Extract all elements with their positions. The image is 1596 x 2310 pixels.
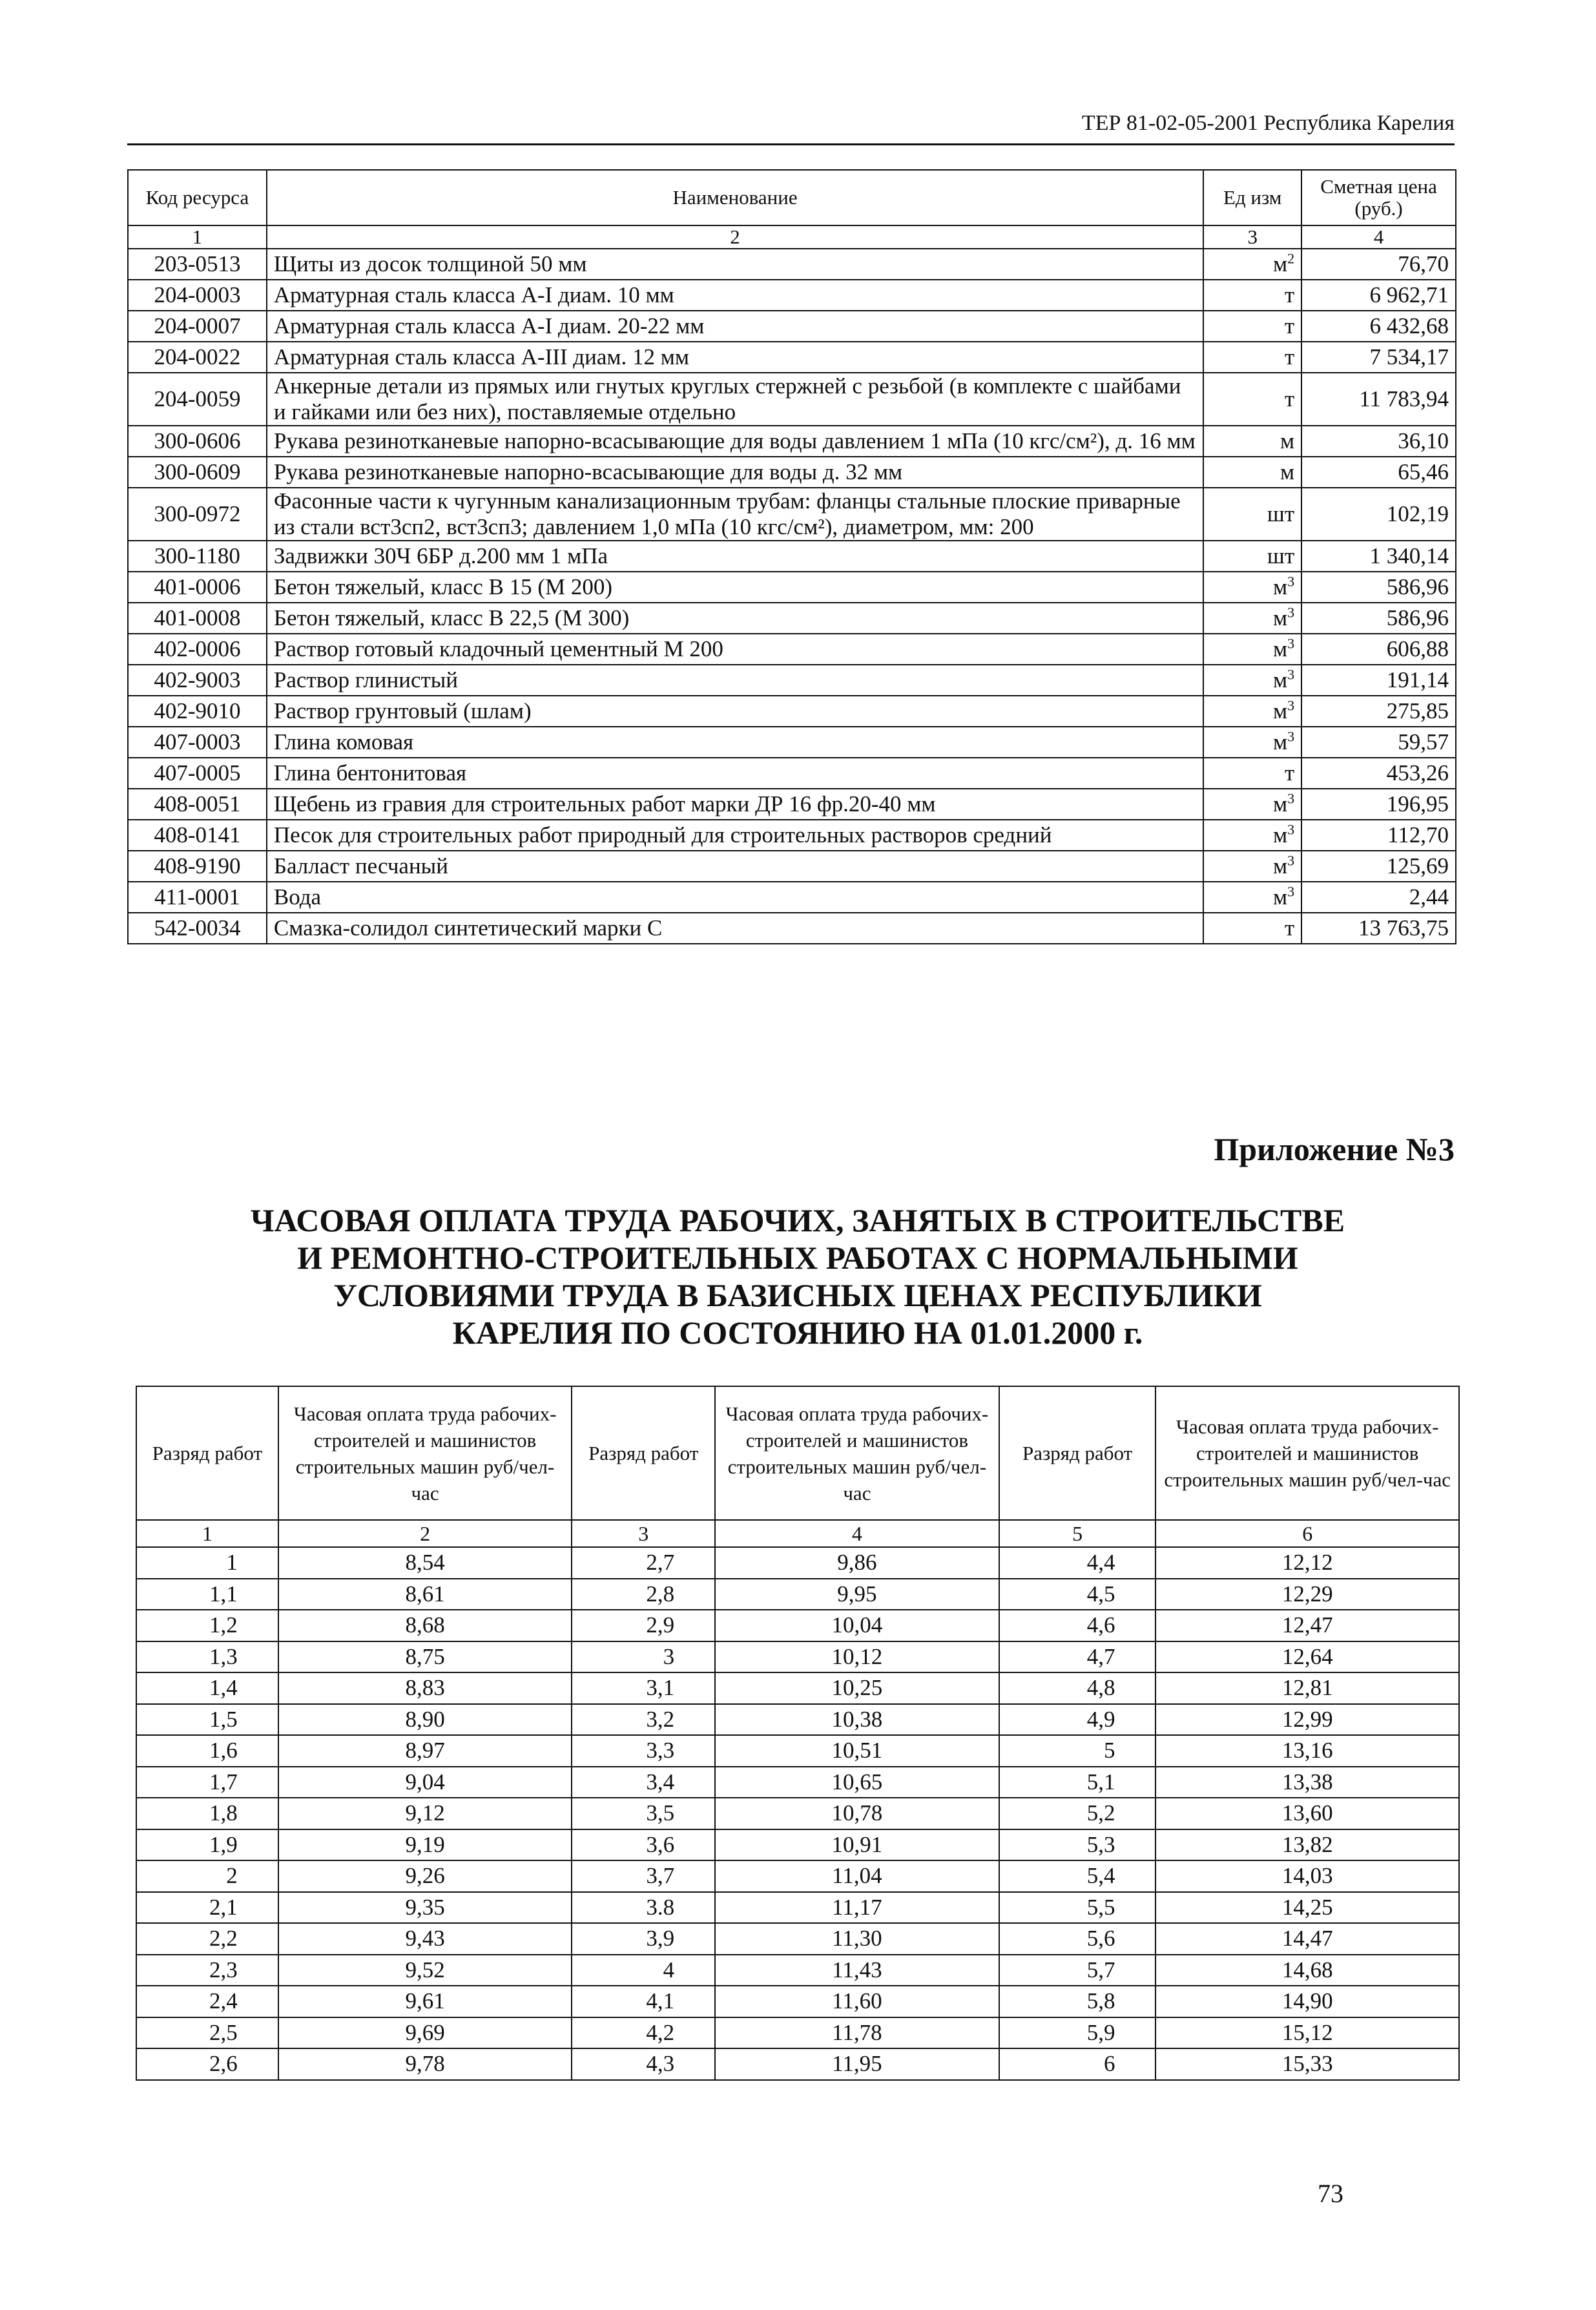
unit-text: м [1272, 605, 1288, 630]
resource-unit-cell [1203, 311, 1301, 342]
grade-cell: 1,4 [136, 1672, 278, 1704]
resource-name-cell: Арматурная сталь класса А-I диам. 20-22 мм [267, 311, 1203, 342]
table-row [128, 457, 1456, 488]
resource-code-cell: 300-1180 [128, 541, 267, 572]
hourly-pay-cell: 12,64 [1156, 1641, 1459, 1673]
resource-name-cell: Смазка-солидол синтетический марки С [267, 913, 1203, 944]
hourly-pay-cell: 10,78 [715, 1798, 999, 1829]
table-row [128, 488, 1456, 541]
hourly-pay-cell: 8,97 [278, 1735, 572, 1767]
index-cell: 4 [715, 1520, 999, 1547]
resource-code-cell: 408-0141 [128, 820, 267, 851]
grade-cell: 3,5 [572, 1798, 715, 1829]
resource-price-cell: 102,19 [1301, 488, 1456, 541]
unit-text: м [1272, 822, 1288, 848]
grade-cell: 5,2 [999, 1798, 1156, 1829]
resource-unit-cell [1203, 426, 1301, 457]
table-row [136, 1579, 1459, 1610]
resource-code-cell: 542-0034 [128, 913, 267, 944]
column-header-unit: Ед изм [1203, 170, 1301, 225]
column-header-code: Код ресурса [128, 170, 267, 225]
resource-price-cell: 76,70 [1301, 249, 1456, 280]
hourly-pay-cell: 14,47 [1156, 1923, 1459, 1955]
appendix-title-line: ЧАСОВАЯ ОПЛАТА ТРУДА РАБОЧИХ, ЗАНЯТЫХ В СТРОИТЕЛЬСТВЕ [250, 1202, 1345, 1238]
grade-cell: 5,7 [999, 1955, 1156, 1986]
unit-exponent: 2 [1287, 250, 1295, 267]
grade-cell: 5,9 [999, 2017, 1156, 2049]
index-cell: 2 [267, 225, 1203, 249]
grade-cell: 3.8 [572, 1892, 715, 1924]
resource-name-cell: Балласт песчаный [267, 851, 1203, 882]
resource-price-cell: 125,69 [1301, 851, 1456, 882]
hourly-pay-cell: 10,04 [715, 1610, 999, 1641]
resource-code-cell: 401-0008 [128, 603, 267, 634]
grade-cell: 4,4 [999, 1547, 1156, 1579]
unit-text: м [1272, 698, 1288, 723]
hourly-pay-cell: 8,68 [278, 1610, 572, 1641]
hourly-pay-cell: 12,99 [1156, 1704, 1459, 1736]
table-row [128, 603, 1456, 634]
table-row [128, 373, 1456, 426]
unit-text: м [1272, 667, 1288, 692]
resources-price-table [127, 169, 1456, 944]
resource-unit-cell [1203, 758, 1301, 789]
hourly-pay-cell: 10,65 [715, 1767, 999, 1798]
table-row [128, 665, 1456, 696]
hourly-pay-cell: 8,83 [278, 1672, 572, 1704]
table-row [128, 634, 1456, 665]
hourly-pay-cell: 12,29 [1156, 1579, 1459, 1610]
resource-code-cell: 204-0059 [128, 373, 267, 426]
resource-code-cell: 402-9010 [128, 696, 267, 727]
grade-cell: 2,6 [136, 2048, 278, 2080]
resource-name-cell: Рукава резинотканевые напорно-всасывающие для воды д. 32 мм [267, 457, 1203, 488]
table-row [136, 1704, 1459, 1736]
resource-unit-cell [1203, 541, 1301, 572]
hourly-pay-cell: 12,12 [1156, 1547, 1459, 1579]
grade-cell: 1 [136, 1547, 278, 1579]
resource-code-cell: 300-0606 [128, 426, 267, 457]
grade-cell: 5 [999, 1735, 1156, 1767]
hourly-pay-cell: 14,90 [1156, 1986, 1459, 2017]
resource-code-cell: 204-0022 [128, 342, 267, 373]
pay-table-index-row [136, 1520, 1459, 1547]
hourly-pay-cell: 12,47 [1156, 1610, 1459, 1641]
grade-cell: 2,5 [136, 2017, 278, 2049]
resources-table-header-row [128, 170, 1456, 225]
grade-cell: 3,1 [572, 1672, 715, 1704]
table-row [136, 1641, 1459, 1673]
resource-name-cell: Раствор готовый кладочный цементный М 200 [267, 634, 1203, 665]
unit-exponent: 3 [1287, 821, 1295, 838]
table-row [128, 696, 1456, 727]
grade-cell: 1,1 [136, 1579, 278, 1610]
grade-cell: 2,1 [136, 1892, 278, 1924]
resources-table-index-row [128, 225, 1456, 249]
grade-cell: 4,9 [999, 1704, 1156, 1736]
resource-price-cell: 586,96 [1301, 603, 1456, 634]
hourly-pay-cell: 9,43 [278, 1923, 572, 1955]
appendix-title-line: УСЛОВИЯМИ ТРУДА В БАЗИСНЫХ ЦЕНАХ РЕСПУБЛИКИ [333, 1277, 1262, 1313]
unit-text: м [1272, 884, 1288, 910]
hourly-pay-cell: 9,86 [715, 1547, 999, 1579]
hourly-pay-cell: 10,38 [715, 1704, 999, 1736]
appendix-title-line: И РЕМОНТНО-СТРОИТЕЛЬНЫХ РАБОТАХ С НОРМАЛЬНЫМИ [297, 1240, 1298, 1276]
table-row [128, 851, 1456, 882]
resource-price-cell: 1 340,14 [1301, 541, 1456, 572]
index-cell: 3 [572, 1520, 715, 1547]
resource-unit-cell [1203, 913, 1301, 944]
index-cell: 1 [136, 1520, 278, 1547]
resource-code-cell: 408-0051 [128, 789, 267, 820]
grade-cell: 4,3 [572, 2048, 715, 2080]
table-row [136, 1672, 1459, 1704]
page-number: 73 [1318, 2179, 1343, 2208]
resource-price-cell: 191,14 [1301, 665, 1456, 696]
appendix-title-line: КАРЕЛИЯ ПО СОСТОЯНИЮ НА 01.01.2000 г. [452, 1315, 1143, 1351]
hourly-pay-cell: 14,25 [1156, 1892, 1459, 1924]
table-row [128, 727, 1456, 758]
table-row [128, 311, 1456, 342]
resource-name-cell: Задвижки 30Ч 6БР д.200 мм 1 мПа [267, 541, 1203, 572]
grade-cell: 4,1 [572, 1986, 715, 2017]
resource-name-cell: Анкерные детали из прямых или гнутых круглых стержней с резьбой (в комплекте с шайбами и гайками или без них), поставляемые отдельно [267, 373, 1203, 426]
grade-cell: 4,8 [999, 1672, 1156, 1704]
document-header-title: ТЕР 81-02-05-2001 Республика Карелия [1081, 111, 1455, 135]
hourly-pay-cell: 9,26 [278, 1860, 572, 1892]
table-row [128, 820, 1456, 851]
hourly-pay-cell: 10,51 [715, 1735, 999, 1767]
unit-exponent: 3 [1287, 728, 1295, 745]
unit-text: т [1284, 282, 1295, 307]
unit-exponent: 3 [1287, 604, 1295, 621]
resource-unit-cell [1203, 851, 1301, 882]
resource-price-cell: 196,95 [1301, 789, 1456, 820]
hourly-pay-cell: 9,69 [278, 2017, 572, 2049]
hourly-pay-cell: 13,16 [1156, 1735, 1459, 1767]
table-row [136, 1955, 1459, 1986]
grade-cell: 2,7 [572, 1547, 715, 1579]
hourly-pay-cell: 11,17 [715, 1892, 999, 1924]
resource-code-cell: 408-9190 [128, 851, 267, 882]
resource-unit-cell [1203, 665, 1301, 696]
table-row [128, 758, 1456, 789]
unit-text: м [1280, 459, 1295, 484]
unit-exponent: 3 [1287, 697, 1295, 714]
grade-cell: 6 [999, 2048, 1156, 2080]
grade-cell: 2,4 [136, 1986, 278, 2017]
unit-text: т [1284, 760, 1295, 786]
resource-name-cell: Щебень из гравия для строительных работ марки ДР 16 фр.20-40 мм [267, 789, 1203, 820]
resource-price-cell: 6 962,71 [1301, 280, 1456, 311]
resource-unit-cell [1203, 820, 1301, 851]
hourly-pay-cell: 8,54 [278, 1547, 572, 1579]
unit-text: м [1272, 636, 1288, 661]
grade-cell: 5,5 [999, 1892, 1156, 1924]
resource-name-cell: Рукава резинотканевые напорно-всасывающие для воды давлением 1 мПа (10 кгс/см²), д. 16 мм [267, 426, 1203, 457]
header-rule [127, 143, 1455, 145]
hourly-pay-cell: 9,12 [278, 1798, 572, 1829]
resource-price-cell: 36,10 [1301, 426, 1456, 457]
pay-table-body [136, 1520, 1459, 2080]
column-header-price: Сметная цена (руб.) [1301, 170, 1456, 225]
unit-exponent: 3 [1287, 883, 1295, 900]
grade-cell: 4,7 [999, 1641, 1156, 1673]
grade-cell: 1,3 [136, 1641, 278, 1673]
grade-cell: 2,2 [136, 1923, 278, 1955]
grade-cell: 1,5 [136, 1704, 278, 1736]
unit-text: м [1272, 574, 1288, 599]
resource-unit-cell [1203, 249, 1301, 280]
grade-cell: 3,7 [572, 1860, 715, 1892]
grade-cell: 3,4 [572, 1767, 715, 1798]
column-header-hourly-pay: Часовая оплата труда рабочих-строителей и машинистов строительных машин руб/чел-час [1156, 1386, 1459, 1520]
resource-unit-cell [1203, 882, 1301, 913]
hourly-pay-cell: 9,35 [278, 1892, 572, 1924]
grade-cell: 2,3 [136, 1955, 278, 1986]
table-row [136, 1829, 1459, 1861]
table-row [128, 882, 1456, 913]
hourly-pay-cell: 9,04 [278, 1767, 572, 1798]
grade-cell: 5,3 [999, 1829, 1156, 1861]
unit-exponent: 3 [1287, 790, 1295, 807]
resource-price-cell: 453,26 [1301, 758, 1456, 789]
grade-cell: 1,2 [136, 1610, 278, 1641]
resource-code-cell: 203-0513 [128, 249, 267, 280]
grade-cell: 3,9 [572, 1923, 715, 1955]
hourly-pay-cell: 8,75 [278, 1641, 572, 1673]
table-row [128, 789, 1456, 820]
resource-price-cell: 6 432,68 [1301, 311, 1456, 342]
resource-price-cell: 586,96 [1301, 572, 1456, 603]
resource-name-cell: Песок для строительных работ природный для строительных растворов средний [267, 820, 1203, 851]
resource-name-cell: Раствор грунтовый (шлам) [267, 696, 1203, 727]
table-row [128, 342, 1456, 373]
column-header-grade: Разряд работ [999, 1386, 1156, 1520]
table-row [128, 541, 1456, 572]
index-cell: 6 [1156, 1520, 1459, 1547]
hourly-pay-cell: 14,68 [1156, 1955, 1459, 1986]
grade-cell: 1,7 [136, 1767, 278, 1798]
hourly-pay-cell: 9,52 [278, 1955, 572, 1986]
resource-name-cell: Фасонные части к чугунным канализационным трубам: фланцы стальные плоские приварные из стали вст3сп2, вст3сп3; давлением 1,0 мПа (10 кгс/см²), диаметром, мм: 200 [267, 488, 1203, 541]
table-row [128, 280, 1456, 311]
unit-text: т [1284, 386, 1295, 411]
grade-cell: 3,3 [572, 1735, 715, 1767]
index-cell: 5 [999, 1520, 1156, 1547]
unit-text: шт [1267, 501, 1295, 526]
resource-price-cell: 13 763,75 [1301, 913, 1456, 944]
resource-price-cell: 59,57 [1301, 727, 1456, 758]
hourly-pay-cell: 13,82 [1156, 1829, 1459, 1861]
unit-exponent: 3 [1287, 635, 1295, 652]
grade-cell: 4,2 [572, 2017, 715, 2049]
table-row [136, 1767, 1459, 1798]
hourly-pay-cell: 13,60 [1156, 1798, 1459, 1829]
hourly-pay-cell: 15,33 [1156, 2048, 1459, 2080]
hourly-pay-cell: 10,25 [715, 1672, 999, 1704]
index-cell: 3 [1203, 225, 1301, 249]
index-cell: 4 [1301, 225, 1456, 249]
grade-cell: 4,6 [999, 1610, 1156, 1641]
hourly-pay-cell: 15,12 [1156, 2017, 1459, 2049]
table-row [136, 1923, 1459, 1955]
resource-price-cell: 275,85 [1301, 696, 1456, 727]
unit-text: м [1272, 729, 1288, 754]
hourly-pay-cell: 9,95 [715, 1579, 999, 1610]
unit-exponent: 3 [1287, 573, 1295, 590]
resource-unit-cell [1203, 488, 1301, 541]
hourly-pay-cell: 13,38 [1156, 1767, 1459, 1798]
resource-unit-cell [1203, 634, 1301, 665]
resource-unit-cell [1203, 789, 1301, 820]
table-row [136, 1798, 1459, 1829]
grade-cell: 3 [572, 1641, 715, 1673]
table-row [136, 1986, 1459, 2017]
hourly-pay-cell: 11,04 [715, 1860, 999, 1892]
resource-code-cell: 401-0006 [128, 572, 267, 603]
hourly-pay-cell: 8,61 [278, 1579, 572, 1610]
pay-table-header-row [136, 1386, 1459, 1520]
appendix-label: Приложение №3 [1214, 1131, 1455, 1167]
unit-text: т [1284, 313, 1295, 338]
resource-code-cell: 300-0972 [128, 488, 267, 541]
unit-text: шт [1267, 543, 1295, 568]
hourly-pay-cell: 12,81 [1156, 1672, 1459, 1704]
resource-unit-cell [1203, 696, 1301, 727]
resource-price-cell: 65,46 [1301, 457, 1456, 488]
grade-cell: 2,9 [572, 1610, 715, 1641]
resource-code-cell: 407-0005 [128, 758, 267, 789]
table-row [136, 1892, 1459, 1924]
table-row [128, 426, 1456, 457]
column-header-grade: Разряд работ [572, 1386, 715, 1520]
resource-code-cell: 407-0003 [128, 727, 267, 758]
resource-code-cell: 204-0007 [128, 311, 267, 342]
table-row [128, 913, 1456, 944]
unit-text: м [1272, 853, 1288, 879]
column-header-grade: Разряд работ [136, 1386, 278, 1520]
resource-name-cell: Вода [267, 882, 1203, 913]
column-header-name: Наименование [267, 170, 1203, 225]
column-header-hourly-pay: Часовая оплата труда рабочих-строителей и машинистов строительных машин руб/чел-час [715, 1386, 999, 1520]
unit-text: м [1280, 428, 1295, 453]
hourly-pay-cell: 9,19 [278, 1829, 572, 1861]
grade-cell: 3,2 [572, 1704, 715, 1736]
table-row [136, 2048, 1459, 2080]
appendix-title [194, 1202, 1402, 1351]
column-header-hourly-pay: Часовая оплата труда рабочих-строителей и машинистов строительных машин руб/чел-час [278, 1386, 572, 1520]
resource-unit-cell [1203, 342, 1301, 373]
grade-cell: 5,8 [999, 1986, 1156, 2017]
resources-table-body [128, 225, 1456, 944]
resource-code-cell: 411-0001 [128, 882, 267, 913]
hourly-pay-cell: 11,60 [715, 1986, 999, 2017]
resource-name-cell: Глина комовая [267, 727, 1203, 758]
resource-price-cell: 11 783,94 [1301, 373, 1456, 426]
grade-cell: 4,5 [999, 1579, 1156, 1610]
resource-code-cell: 300-0609 [128, 457, 267, 488]
hourly-pay-cell: 10,12 [715, 1641, 999, 1673]
resource-name-cell: Глина бентонитовая [267, 758, 1203, 789]
resource-name-cell: Арматурная сталь класса А-III диам. 12 мм [267, 342, 1203, 373]
grade-cell: 3,6 [572, 1829, 715, 1861]
index-cell: 2 [278, 1520, 572, 1547]
resource-unit-cell [1203, 603, 1301, 634]
hourly-pay-cell: 9,61 [278, 1986, 572, 2017]
table-row [136, 1547, 1459, 1579]
unit-text: т [1284, 915, 1295, 941]
resource-name-cell: Раствор глинистый [267, 665, 1203, 696]
hourly-pay-cell: 10,91 [715, 1829, 999, 1861]
resource-price-cell: 7 534,17 [1301, 342, 1456, 373]
table-row [136, 1610, 1459, 1641]
table-row [136, 1735, 1459, 1767]
table-row [136, 2017, 1459, 2049]
resource-code-cell: 402-9003 [128, 665, 267, 696]
hourly-pay-cell: 14,03 [1156, 1860, 1459, 1892]
resource-unit-cell [1203, 457, 1301, 488]
table-row [128, 249, 1456, 280]
resource-name-cell: Щиты из досок толщиной 50 мм [267, 249, 1203, 280]
resource-price-cell: 2,44 [1301, 882, 1456, 913]
unit-text: м [1272, 251, 1288, 276]
resource-name-cell: Арматурная сталь класса А-I диам. 10 мм [267, 280, 1203, 311]
table-row [136, 1860, 1459, 1892]
unit-text: м [1272, 791, 1288, 817]
resource-unit-cell [1203, 280, 1301, 311]
hourly-pay-table [136, 1386, 1460, 2081]
hourly-pay-cell: 11,30 [715, 1923, 999, 1955]
resource-code-cell: 204-0003 [128, 280, 267, 311]
grade-cell: 5,6 [999, 1923, 1156, 1955]
resource-unit-cell [1203, 572, 1301, 603]
resource-name-cell: Бетон тяжелый, класс В 22,5 (М 300) [267, 603, 1203, 634]
hourly-pay-cell: 11,95 [715, 2048, 999, 2080]
resource-name-cell: Бетон тяжелый, класс В 15 (М 200) [267, 572, 1203, 603]
resource-unit-cell [1203, 373, 1301, 426]
hourly-pay-cell: 9,78 [278, 2048, 572, 2080]
resource-unit-cell [1203, 727, 1301, 758]
resource-price-cell: 112,70 [1301, 820, 1456, 851]
resource-code-cell: 402-0006 [128, 634, 267, 665]
table-row [128, 572, 1456, 603]
grade-cell: 2 [136, 1860, 278, 1892]
unit-text: т [1284, 344, 1295, 369]
grade-cell: 5,4 [999, 1860, 1156, 1892]
hourly-pay-cell: 11,43 [715, 1955, 999, 1986]
unit-exponent: 3 [1287, 852, 1295, 869]
grade-cell: 2,8 [572, 1579, 715, 1610]
resource-price-cell: 606,88 [1301, 634, 1456, 665]
hourly-pay-cell: 8,90 [278, 1704, 572, 1736]
index-cell: 1 [128, 225, 267, 249]
grade-cell: 1,6 [136, 1735, 278, 1767]
grade-cell: 1,9 [136, 1829, 278, 1861]
grade-cell: 1,8 [136, 1798, 278, 1829]
unit-exponent: 3 [1287, 666, 1295, 683]
hourly-pay-cell: 11,78 [715, 2017, 999, 2049]
grade-cell: 5,1 [999, 1767, 1156, 1798]
grade-cell: 4 [572, 1955, 715, 1986]
